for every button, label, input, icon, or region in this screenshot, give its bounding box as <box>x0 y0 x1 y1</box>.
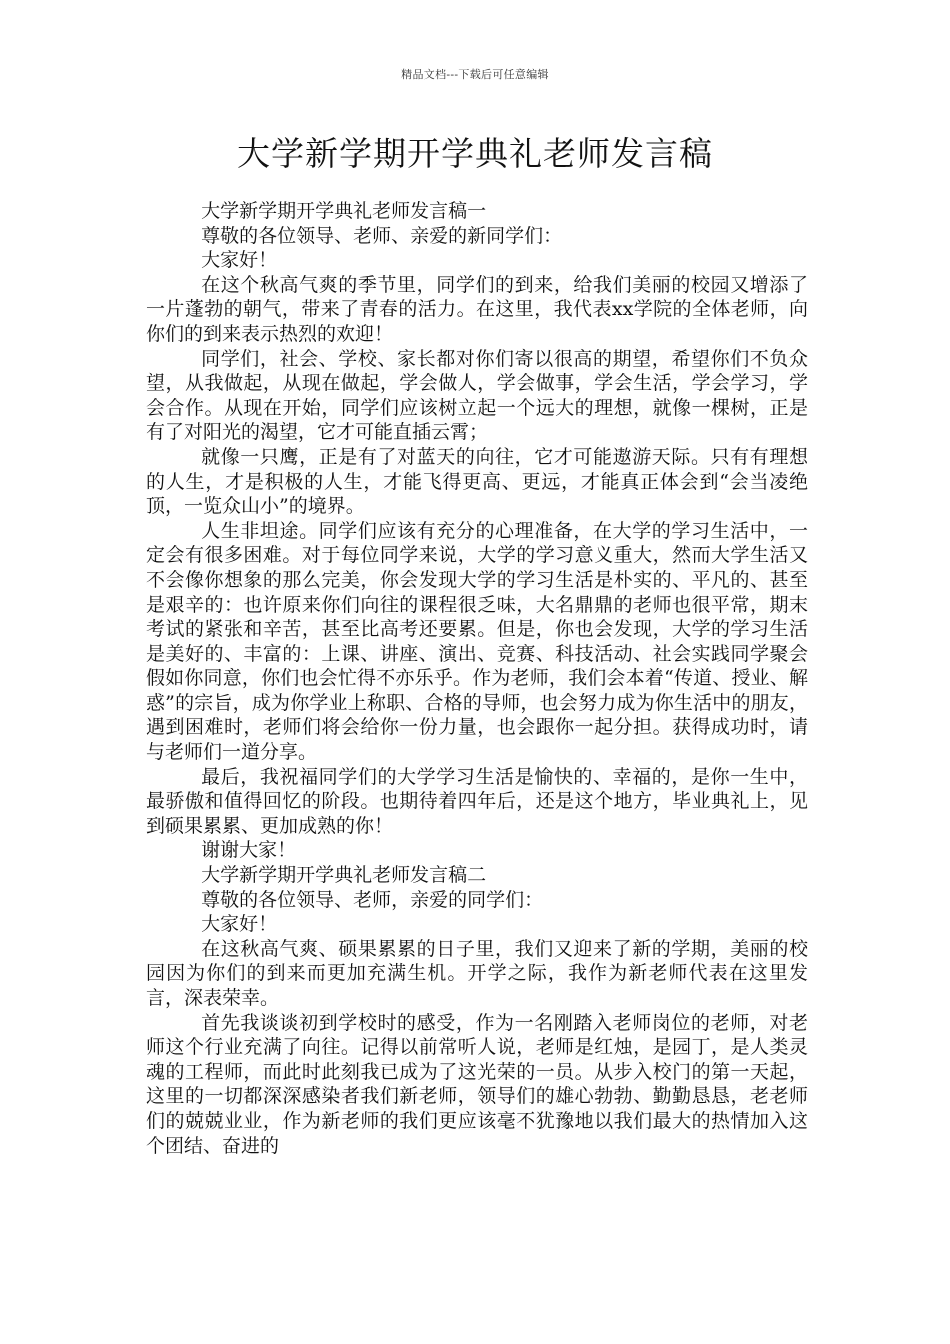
paragraph: 就像一只鹰，正是有了对蓝天的向往，它才可能遨游天际。只有有理想的人生，才是积极的人生，才能飞得更高、更远，才能真正体会到“会当凌绝顶，一览众山小”的境界。 <box>146 445 808 518</box>
header-note: 精品文档---下载后可任意编辑 <box>401 68 549 81</box>
document-body <box>146 199 808 1158</box>
document-title: 大学新学期开学典礼老师发言稿 <box>237 134 713 173</box>
closing-1: 谢谢大家！ <box>201 839 297 862</box>
section-heading-2: 大学新学期开学典礼老师发言稿二 <box>201 864 487 887</box>
paragraph: 最后，我祝福同学们的大学学习生活是愉快的、幸福的，是你一生中，最骄傲和值得回忆的阶段。也期待着四年后，还是这个地方，毕业典礼上，见到硕果累累、更加成熟的你！ <box>146 765 808 837</box>
paragraph: 同学们，社会、学校、家长都对你们寄以很高的期望，希望你们不负众望，从我做起，从现在做起，学会做人，学会做事，学会生活，学会学习，学会合作。从现在开始，同学们应该树立起一个远大的理想，就像一棵树，正是有了对阳光的渴望，它才可能直插云霄； <box>146 347 808 444</box>
salutation-1: 尊敬的各位领导、老师、亲爱的新同学们： <box>201 224 563 247</box>
section-heading-1: 大学新学期开学典礼老师发言稿一 <box>201 200 487 222</box>
paragraph: 在这秋高气爽、硕果累累的日子里，我们又迎来了新的学期，美丽的校园因为你们的到来而更加充满生机。开学之际，我作为新老师代表在这里发言，深表荣幸。 <box>146 937 808 1009</box>
paragraph: 首先我谈谈初到学校时的感受，作为一名刚踏入老师岗位的老师，对老师这个行业充满了向往。记得以前常听人说，老师是红烛，是园丁，是人类灵魂的工程师，而此时此刻我已成为了这光荣的一员。从步入校门的第一天起，这里的一切都深深感染者我们新老师，领导们的雄心勃勃、勤勤恳恳，老老师们的兢兢业业，作为新老师的我们更应该毫不犹豫地以我们最大的热情加入这个团结、奋进的 <box>146 1011 808 1157</box>
greeting-1: 大家好！ <box>201 249 278 272</box>
greeting-2: 大家好！ <box>201 913 278 936</box>
paragraph: 在这个秋高气爽的季节里，同学们的到来，给我们美丽的校园又增添了一片蓬勃的朝气，带来了青春的活力。在这里，我代表xx学院的全体老师，向你们的到来表示热烈的欢迎！ <box>146 273 808 345</box>
paragraph: 人生非坦途。同学们应该有充分的心理准备，在大学的学习生活中，一定会有很多困难。对于每位同学来说，大学的学习意义重大，然而大学生活又不会像你想象的那么完美，你会发现大学的学习生活是朴实的、平凡的、甚至是艰辛的：也许原来你们向往的课程很乏味，大名鼎鼎的老师也很平常，期末考试的紧张和辛苦，甚至比高考还要累。但是，你也会发现，大学的学习生活是美好的、丰富的：上课、讲座、演出、竞赛、科技活动、社会实践同学聚会假如你同意，你们也会忙得不亦乐乎。作为老师，我们会本着“传道、授业、解惑”的宗旨，成为你学业上称职、合格的导师，也会努力成为你生活中的朋友，遇到困难时，老师们将会给你一份力量，也会跟你一起分担。获得成功时，请与老师们一道分享。 <box>146 519 808 764</box>
salutation-2: 尊敬的各位领导、老师，亲爱的同学们： <box>201 888 544 911</box>
